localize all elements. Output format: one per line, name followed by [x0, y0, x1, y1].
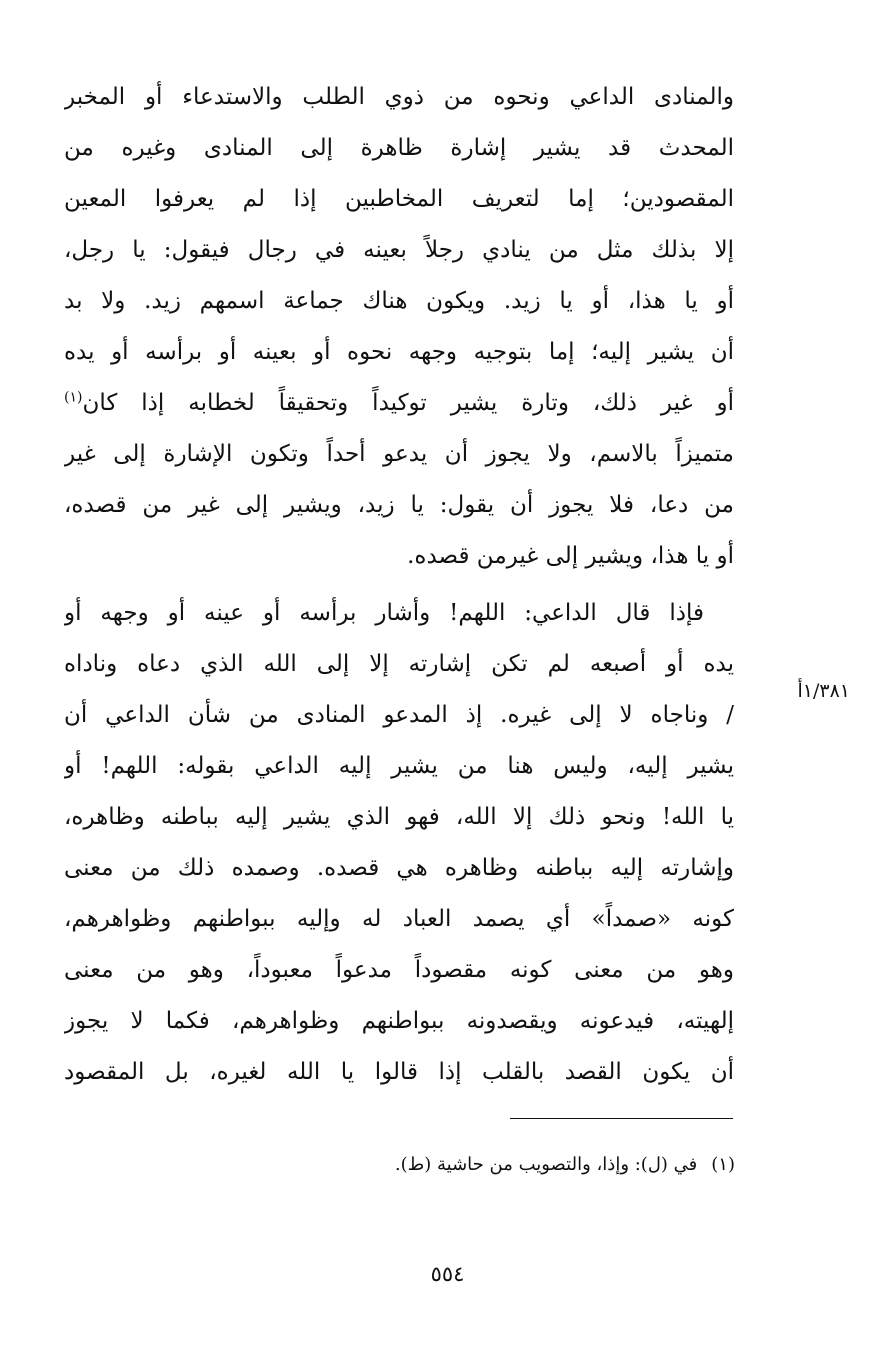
text-line: إلهيته، فيدعونه ويقصدونه ببواطنهم وظواهرهم، فكما لا يجوز — [64, 1008, 734, 1034]
text-line: أن يكون القصد بالقلب إذا قالوا يا الله لغيره، بل المقصود — [64, 1059, 734, 1085]
page-number: ٥٥٤ — [430, 1262, 465, 1286]
text-line: المقصودين؛ إما لتعريف المخاطبين إذا لم يعرفوا المعين — [64, 186, 734, 212]
text-line: وهو من معنى كونه مقصوداً مدعواً معبوداً، وهو من معنى — [64, 957, 734, 983]
text-line: أو يا هذا، أو يا زيد. ويكون هناك جماعة اسمهم زيد. ولا بد — [64, 288, 734, 314]
text-line: كونه «صمداً» أي يصمد العباد له وإليه ببواطنهم وظواهرهم، — [64, 906, 734, 932]
text-line: المحدث قد يشير إشارة ظاهرة إلى المنادى وغيره من — [64, 135, 734, 161]
footnote-separator — [510, 1118, 733, 1119]
text-line: وإشارته إليه بباطنه وظاهره هي قصده. وصمده ذلك من معنى — [64, 855, 734, 881]
footnote-text: في (ل): وإذا، والتصويب من حاشية (ط). — [394, 1154, 698, 1175]
text-line-body: أو غير ذلك، وتارة يشير توكيداً وتحقيقاً لخطابه إذا كان — [82, 390, 734, 416]
text-line: يده أو أصبعه لم تكن إشارته إلا إلى الله الذي دعاه وناداه — [64, 651, 734, 677]
text-line: يا الله! ونحو ذلك إلا الله، فهو الذي يشير إليه بباطنه وظاهره، — [64, 804, 734, 830]
text-line: إلا بذلك مثل من ينادي رجلاً بعينه في رجال فيقول: يا رجل، — [64, 237, 734, 263]
text-line: متميزاً بالاسم، ولا يجوز أن يدعو أحداً وتكون الإشارة إلى غير — [64, 441, 734, 467]
paragraph-1 — [64, 72, 734, 582]
text-line: يشير إليه، وليس هنا من يشير إليه الداعي بقوله: اللهم! أو — [64, 753, 734, 779]
text-line: فإذا قال الداعي: اللهم! وأشار برأسه أو عينه أو وجهه أو — [64, 600, 704, 626]
footnote — [200, 1150, 735, 1180]
footnote-number: (١) — [711, 1154, 735, 1175]
text-line: من دعا، فلا يجوز أن يقول: يا زيد، ويشير إلى غير من قصده، — [64, 492, 734, 518]
text-line: أن يشير إليه؛ إما بتوجيه وجهه نحوه أو بعينه أو برأسه أو يده — [64, 339, 734, 365]
main-text — [64, 72, 734, 1098]
text-line: أو يا هذا، ويشير إلى غيرمن قصده. — [407, 543, 734, 569]
paragraph-2 — [64, 588, 734, 1098]
text-line: / وناجاه لا إلى غيره. إذ المدعو المنادى من شأن الداعي أن — [64, 702, 734, 728]
footnote-reference[interactable]: (١) — [64, 389, 83, 406]
manuscript-folio-marker: ١/٣٨١أ — [797, 680, 850, 702]
text-line-with-footnote — [64, 378, 734, 429]
text-line: والمنادى الداعي ونحوه من ذوي الطلب والاستدعاء أو المخبر — [64, 84, 734, 110]
